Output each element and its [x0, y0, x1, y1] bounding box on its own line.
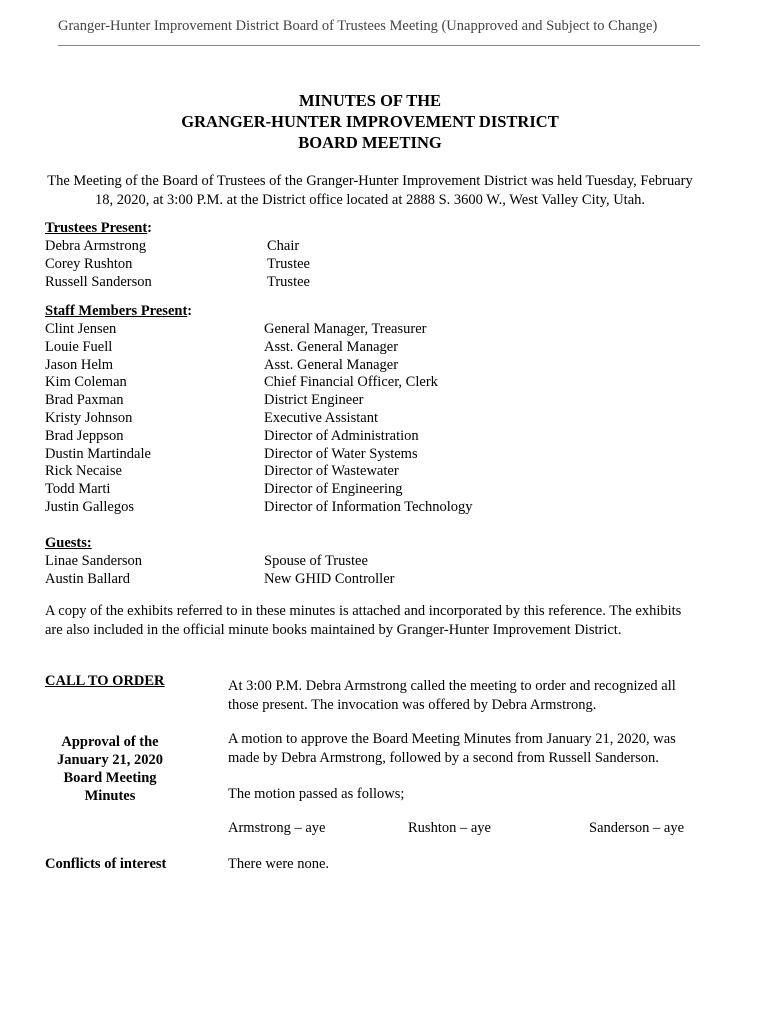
member-name: Kristy Johnson [45, 409, 133, 426]
member-name: Louie Fuell [45, 338, 113, 355]
trustees-heading: Trustees Present: [45, 220, 152, 236]
vote-armstrong: Armstrong – aye [228, 820, 326, 836]
member-name: Todd Marti [45, 481, 111, 498]
staff-heading: Staff Members Present: [45, 303, 193, 319]
member-role: Director of Engineering [264, 481, 403, 498]
member-role: Director of Information Technology [264, 498, 473, 515]
member-role: Asst. General Manager [264, 356, 399, 373]
member-name: Rick Necaise [45, 463, 122, 480]
member-name: Brad Jeppson [45, 427, 124, 444]
member-role: New GHID Controller [264, 570, 395, 587]
member-name: Corey Rushton [45, 255, 133, 272]
approval-label-line-1: Approval of the [61, 734, 159, 750]
member-role: Chair [267, 238, 300, 254]
approval-label [45, 733, 175, 805]
title-line-3: BOARD MEETING [298, 133, 442, 152]
vote-rushton: Rushton – aye [408, 820, 491, 836]
member-name: Austin Ballard [45, 570, 130, 587]
member-role: Chief Financial Officer, Clerk [264, 374, 438, 391]
approval-label-line-4: Minutes [84, 788, 136, 804]
title-line-2: GRANGER-HUNTER IMPROVEMENT DISTRICT [181, 112, 559, 131]
approval-label-line-3: Board Meeting [63, 770, 157, 786]
member-name: Justin Gallegos [45, 498, 135, 515]
conflicts-text: There were none. [228, 856, 330, 872]
trustees-heading-text: Trustees Present [45, 220, 148, 236]
member-role: Trustee [267, 255, 310, 272]
title-line-1: MINUTES OF THE [298, 91, 442, 110]
member-name: Linae Sanderson [45, 553, 143, 569]
conflicts-label: Conflicts of interest [45, 856, 167, 872]
member-name: Clint Jensen [45, 321, 117, 337]
member-role: District Engineer [264, 392, 364, 409]
call-to-order-label: CALL TO ORDER [45, 673, 165, 689]
member-role: General Manager, Treasurer [264, 321, 427, 337]
member-role: Executive Assistant [264, 409, 378, 426]
vote-sanderson: Sanderson – aye [589, 820, 685, 836]
document-title [0, 90, 740, 153]
staff-heading-text: Staff Members Present [45, 303, 188, 319]
member-name: Jason Helm [45, 356, 114, 373]
header-divider [58, 45, 700, 46]
member-role: Director of Water Systems [264, 445, 418, 462]
intro-paragraph: The Meeting of the Board of Trustees of the Granger-Hunter Improvement District was held Tuesday, February 18, 2020, at 3:00 P.M. at the District office located at 2888 S. 3600 W., West Valley City, Utah. [47, 173, 693, 208]
call-to-order-text: At 3:00 P.M. Debra Armstrong called the meeting to order and recognized all those present. The invocation was offered by Debra Armstrong. [228, 678, 676, 713]
guests-heading-text: Guests: [45, 535, 92, 551]
approval-motion-text: A motion to approve the Board Meeting Minutes from January 21, 2020, was made by Debra Armstrong, followed by a second from Russell Sanderson. [228, 731, 676, 766]
member-role: Trustee [267, 273, 310, 290]
guests-heading [45, 535, 92, 552]
member-role: Spouse of Trustee [264, 553, 368, 569]
motion-passed-text: The motion passed as follows; [228, 786, 405, 802]
member-name: Kim Coleman [45, 374, 127, 391]
exhibits-note: A copy of the exhibits referred to in these minutes is attached and incorporated by this reference. The exhibits are also included in the official minute books maintained by Granger-Hunter Improvement District. [45, 603, 682, 638]
member-name: Russell Sanderson [45, 273, 152, 290]
member-name: Dustin Martindale [45, 445, 151, 462]
member-role: Director of Administration [264, 427, 419, 444]
member-role: Asst. General Manager [264, 338, 399, 355]
member-role: Director of Wastewater [264, 463, 399, 480]
member-name: Debra Armstrong [45, 238, 147, 254]
member-name: Brad Paxman [45, 392, 124, 409]
running-header: Granger-Hunter Improvement District Board of Trustees Meeting (Unapproved and Subject to Change) [58, 18, 658, 34]
approval-label-line-2: January 21, 2020 [57, 752, 163, 768]
